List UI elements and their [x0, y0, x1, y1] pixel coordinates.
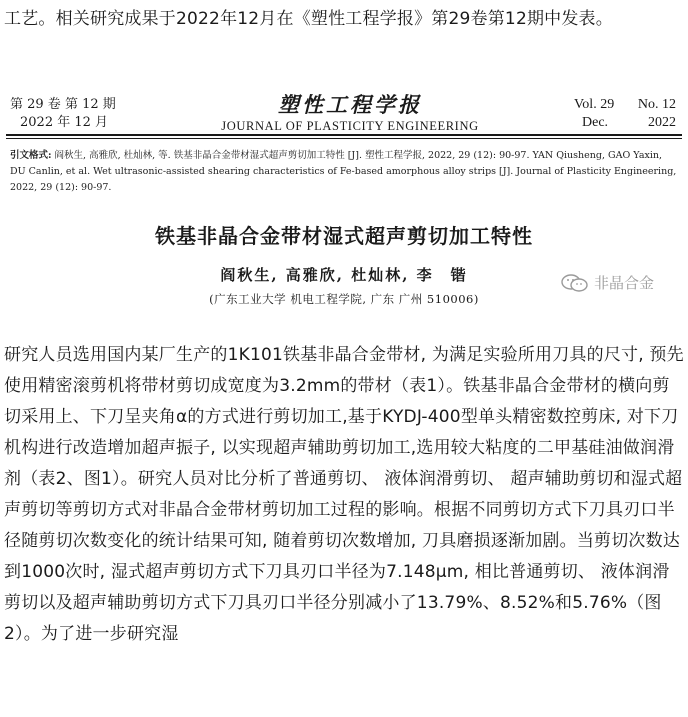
- header-rule-thin: [6, 138, 682, 139]
- issue-volume: 第 29 卷 第 12 期: [10, 97, 116, 112]
- citation-label: 引文格式:: [10, 150, 52, 161]
- watermark: [560, 272, 654, 293]
- watermark-text: 非晶合金: [594, 274, 655, 292]
- journal-title-en: JOURNAL OF PLASTICITY ENGINEERING: [221, 119, 479, 133]
- month-en: Dec.: [582, 115, 609, 130]
- body-paragraph: 研究人员选用国内某厂生产的1K101铁基非晶合金带材, 为满足实验所用刀具的尺寸, 预先使用精密滚剪机将带材剪切成宽度为3.2mm的带材（表1）。铁基非晶合金带材的横向剪切采用上、下刀呈夹角α的方式进行剪切加工,基于KYDJ-400型单头精密数控剪床, 对下刀机构进行改造增加超声振子, 以实现超声辅助剪切加工,选用较大粘度的二甲基硅油做润滑剂（表2、图1）。研究人员对比分析了普通剪切、 液体润滑剪切、 超声辅助剪切和湿式超声剪切等剪切方式对非晶合金带材剪切加工过程的影响。根据不同剪切方式下刀具刃口半径随剪切次数变化的统计结果可知, 随着剪切次数增加, 刀具磨损逐渐加剧。当剪切次数达到1000次时, 湿式超声剪切方式下刀具刃口半径为7.148μm, 相比普通剪切、 液体润滑剪切以及超声辅助剪切方式下刀具刃口半径分别减小了13.79%、8.52%和5.76%（图2）。为了进一步研究湿: [4, 345, 684, 644]
- journal-header: [0, 92, 688, 138]
- issue-info: [10, 96, 116, 132]
- header-rule-thick: [6, 134, 682, 136]
- citation-text: 阎秋生, 高雅欣, 杜灿林, 等. 铁基非晶合金带材湿式超声剪切加工特性 [J]. 塑性工程学报, 2022, 29 (12): 90-97. YAN Qiusheng, GAO Yaxin, DU Canlin, et al. Wet ultrasonic-assisted shearing characteristics of Fe-based amorphous alloy strips [J]. Journal of Plasticity Engineering, 2022, 29 (12): 90-97.: [10, 150, 677, 193]
- intro-paragraph: 工艺。相关研究成果于2022年12月在《塑性工程学报》第29卷第12期中发表。: [4, 9, 613, 29]
- wechat-icon: [560, 273, 590, 293]
- citation-block: [10, 148, 678, 196]
- issue-date: 2022 年 12 月: [20, 115, 109, 130]
- year-en: 2022: [648, 115, 676, 130]
- paper-affiliation: (广东工业大学 机电工程学院, 广东 广州 510006): [209, 292, 479, 306]
- journal-title: [200, 92, 500, 134]
- paper-authors: 阎秋生, 高雅欣, 杜灿林, 李 锴: [220, 266, 468, 284]
- number-en: No. 12: [637, 97, 676, 112]
- volume-en: Vol. 29: [574, 97, 615, 112]
- issue-info-en: [574, 96, 676, 132]
- paper-title: 铁基非晶合金带材湿式超声剪切加工特性: [155, 224, 533, 248]
- journal-title-cn: 塑性工程学报: [278, 92, 422, 117]
